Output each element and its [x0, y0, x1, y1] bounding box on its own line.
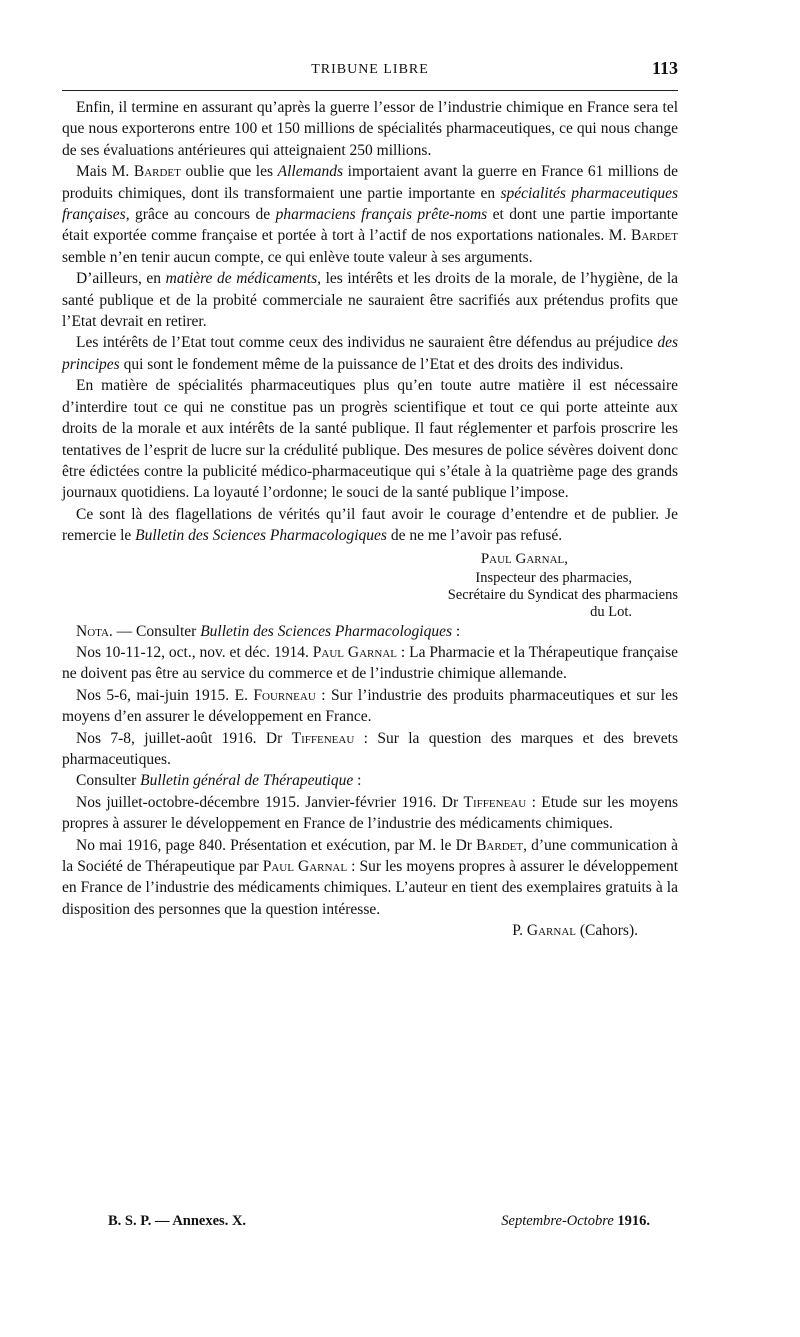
text: : — [353, 772, 362, 790]
article-body — [62, 97, 678, 942]
text: (Cahors). — [576, 922, 638, 940]
text: Nos 5-6, mai-juin 1915. E. — [76, 686, 254, 704]
italic-text: spécialités pharmaceutiques françaises, — [62, 184, 678, 224]
italic-text: Bulletin des Sciences Pharmacologiques — [200, 622, 453, 640]
author-name: Tiffeneau — [291, 729, 355, 747]
italic-text: des principes — [62, 334, 678, 373]
footer-month: Septembre-Octobre — [501, 1213, 614, 1229]
nota-label: Nota. — [76, 622, 113, 640]
text: Nos juillet-octobre-décembre 1915. Janvier-février 1916. Dr — [76, 793, 464, 811]
italic-text: matière de médicaments, — [165, 270, 321, 288]
author-name: Garnal — [526, 922, 576, 940]
page — [62, 56, 678, 942]
header-rule — [62, 90, 678, 91]
author-name: Paul Garnal — [312, 643, 397, 661]
text: Consulter — [76, 772, 141, 790]
text: No mai 1916, page 840. Présentation et exécution, par M. le Dr — [76, 836, 477, 854]
signature-title: Secrétaire du Syndicat des pharmaciens — [447, 586, 678, 603]
text: : Sur l’industrie des produits pharmaceutiques et sur les moyens d’en assurer le développement en France. — [62, 686, 678, 726]
paragraph-4 — [62, 332, 678, 375]
text: — Consulter — [112, 622, 201, 640]
signature-block — [62, 549, 678, 621]
italic-text: Allemands — [277, 163, 344, 181]
author-name: Bardet — [133, 163, 181, 181]
closing-signature — [62, 920, 638, 941]
text: Nos 10-11-12, oct., nov. et déc. 1914. — [76, 643, 313, 661]
paragraph-3 — [62, 268, 678, 332]
reference-item — [62, 728, 678, 771]
text: de ne me l’avoir pas refusé. — [386, 527, 563, 545]
nota-paragraph — [62, 621, 678, 642]
text: : — [452, 622, 461, 640]
text: Ce sont là des flagellations de vérités qu’il faut avoir le courage d’entendre et de publier. Je remercie le — [62, 505, 678, 545]
text: : La Pharmacie et la Thérapeutique française ne doivent pas être au service du commerce et de l’industrie chimique allemande. — [62, 643, 679, 683]
page-footer — [108, 1213, 650, 1230]
paragraph-1: Enfin, il termine en assurant qu’après la guerre l’essor de l’industrie chimique en France sera tel que nous exporterons entre 100 et 150 millions de spécialités pharmaceutiques, ce qui nous change de ses évaluations antérieures qui atteignaient 250 millions. — [62, 99, 678, 159]
text: : Etude sur les moyens propres à assurer le développement en France de l’industrie des médicaments chimiques. — [62, 793, 678, 833]
signature-title: du Lot. — [590, 603, 632, 620]
page-header — [62, 56, 678, 82]
author-name: Bardet — [630, 227, 678, 245]
text: Nos 7-8, juillet-août 1916. Dr — [76, 729, 292, 747]
italic-text: Bulletin des Sciences Pharmacologiques — [135, 527, 387, 545]
paragraph-5: En matière de spécialités pharmaceutiques plus qu’en toute autre matière il est nécessaire d’interdire tout ce qui ne constitue pas un progrès scientifique et tout ce qui porte atteinte aux droits de la morale et aux intérêts de la santé publique. Il faut réglementer et parfois proscrire les tentatives de l’esprit de lucre sur la crédulité publique. Des mesures de police sévères doivent donc être édictées contre la publicité médico-pharmaceutique qui s’étale à la quatrième page des grands journaux quotidiens. La loyauté l’ordonne; le souci de la santé publique l’impose. — [62, 377, 678, 502]
reference-item — [62, 685, 678, 728]
reference-item — [62, 835, 678, 921]
paragraph-6 — [62, 504, 678, 547]
consult-line — [62, 770, 678, 791]
text: : Sur la question des marques et des brevets pharmaceutiques. — [62, 729, 678, 768]
footer-date — [501, 1213, 650, 1230]
text: qui sont le fondement même de la puissance de l’Etat et des droits des individus. — [119, 355, 624, 373]
italic-text: Bulletin général de Thérapeutique — [140, 772, 354, 790]
text: Les intérêts de l’Etat tout comme ceux des individus ne sauraient être défendus au préjudice — [76, 334, 658, 352]
page-number: 113 — [651, 58, 678, 78]
author-name: Tiffeneau — [463, 793, 527, 811]
text: oublie que les — [180, 163, 278, 181]
author-name: Paul Garnal — [262, 858, 348, 875]
reference-item — [62, 792, 678, 835]
signature-title: Inspecteur des pharmacies, — [475, 569, 632, 586]
italic-text: pharmaciens français prête-noms — [275, 206, 488, 224]
text: : Sur les moyens propres à assurer le développement en France de l’industrie des médicaments chimiques. L’auteur en tient des exemplaires gratuits à la disposition des personnes que la question intéresse. — [62, 858, 678, 918]
text: , d’une communication à la Société de Thérapeutique par — [62, 836, 679, 875]
reference-item — [62, 642, 678, 685]
author-name: Fourneau — [253, 686, 316, 704]
text: Mais M. — [76, 163, 134, 181]
footer-journal: B. S. P. — Annexes. X. — [108, 1213, 247, 1229]
text: grâce au concours de — [129, 206, 276, 224]
text: et dont une partie importante était exportée comme française et portée à tort à l’actif de nos exportations nationales. M. — [62, 206, 678, 245]
author-name: Bardet — [476, 836, 524, 854]
text: importaient avant la guerre en France 61 millions de produits chimiques, dont ils transformaient une partie importante en — [62, 163, 678, 202]
paragraph-2 — [62, 161, 678, 268]
text: semble n’en tenir aucun compte, ce qui enlève toute valeur à ses arguments. — [62, 248, 533, 266]
text: les intérêts et les droits de la morale, de l’hygiène, de la santé publique et de la probité commerciale ne sauraient être sacrifiés aux prétendus profits que l’Etat devrait en retirer. — [62, 270, 679, 331]
signature-name: Paul Garnal, — [480, 550, 568, 567]
text: P. — [512, 922, 527, 940]
running-title: TRIBUNE LIBRE — [311, 62, 429, 77]
footer-year: 1916. — [617, 1213, 650, 1229]
text: D’ailleurs, en — [76, 270, 166, 288]
